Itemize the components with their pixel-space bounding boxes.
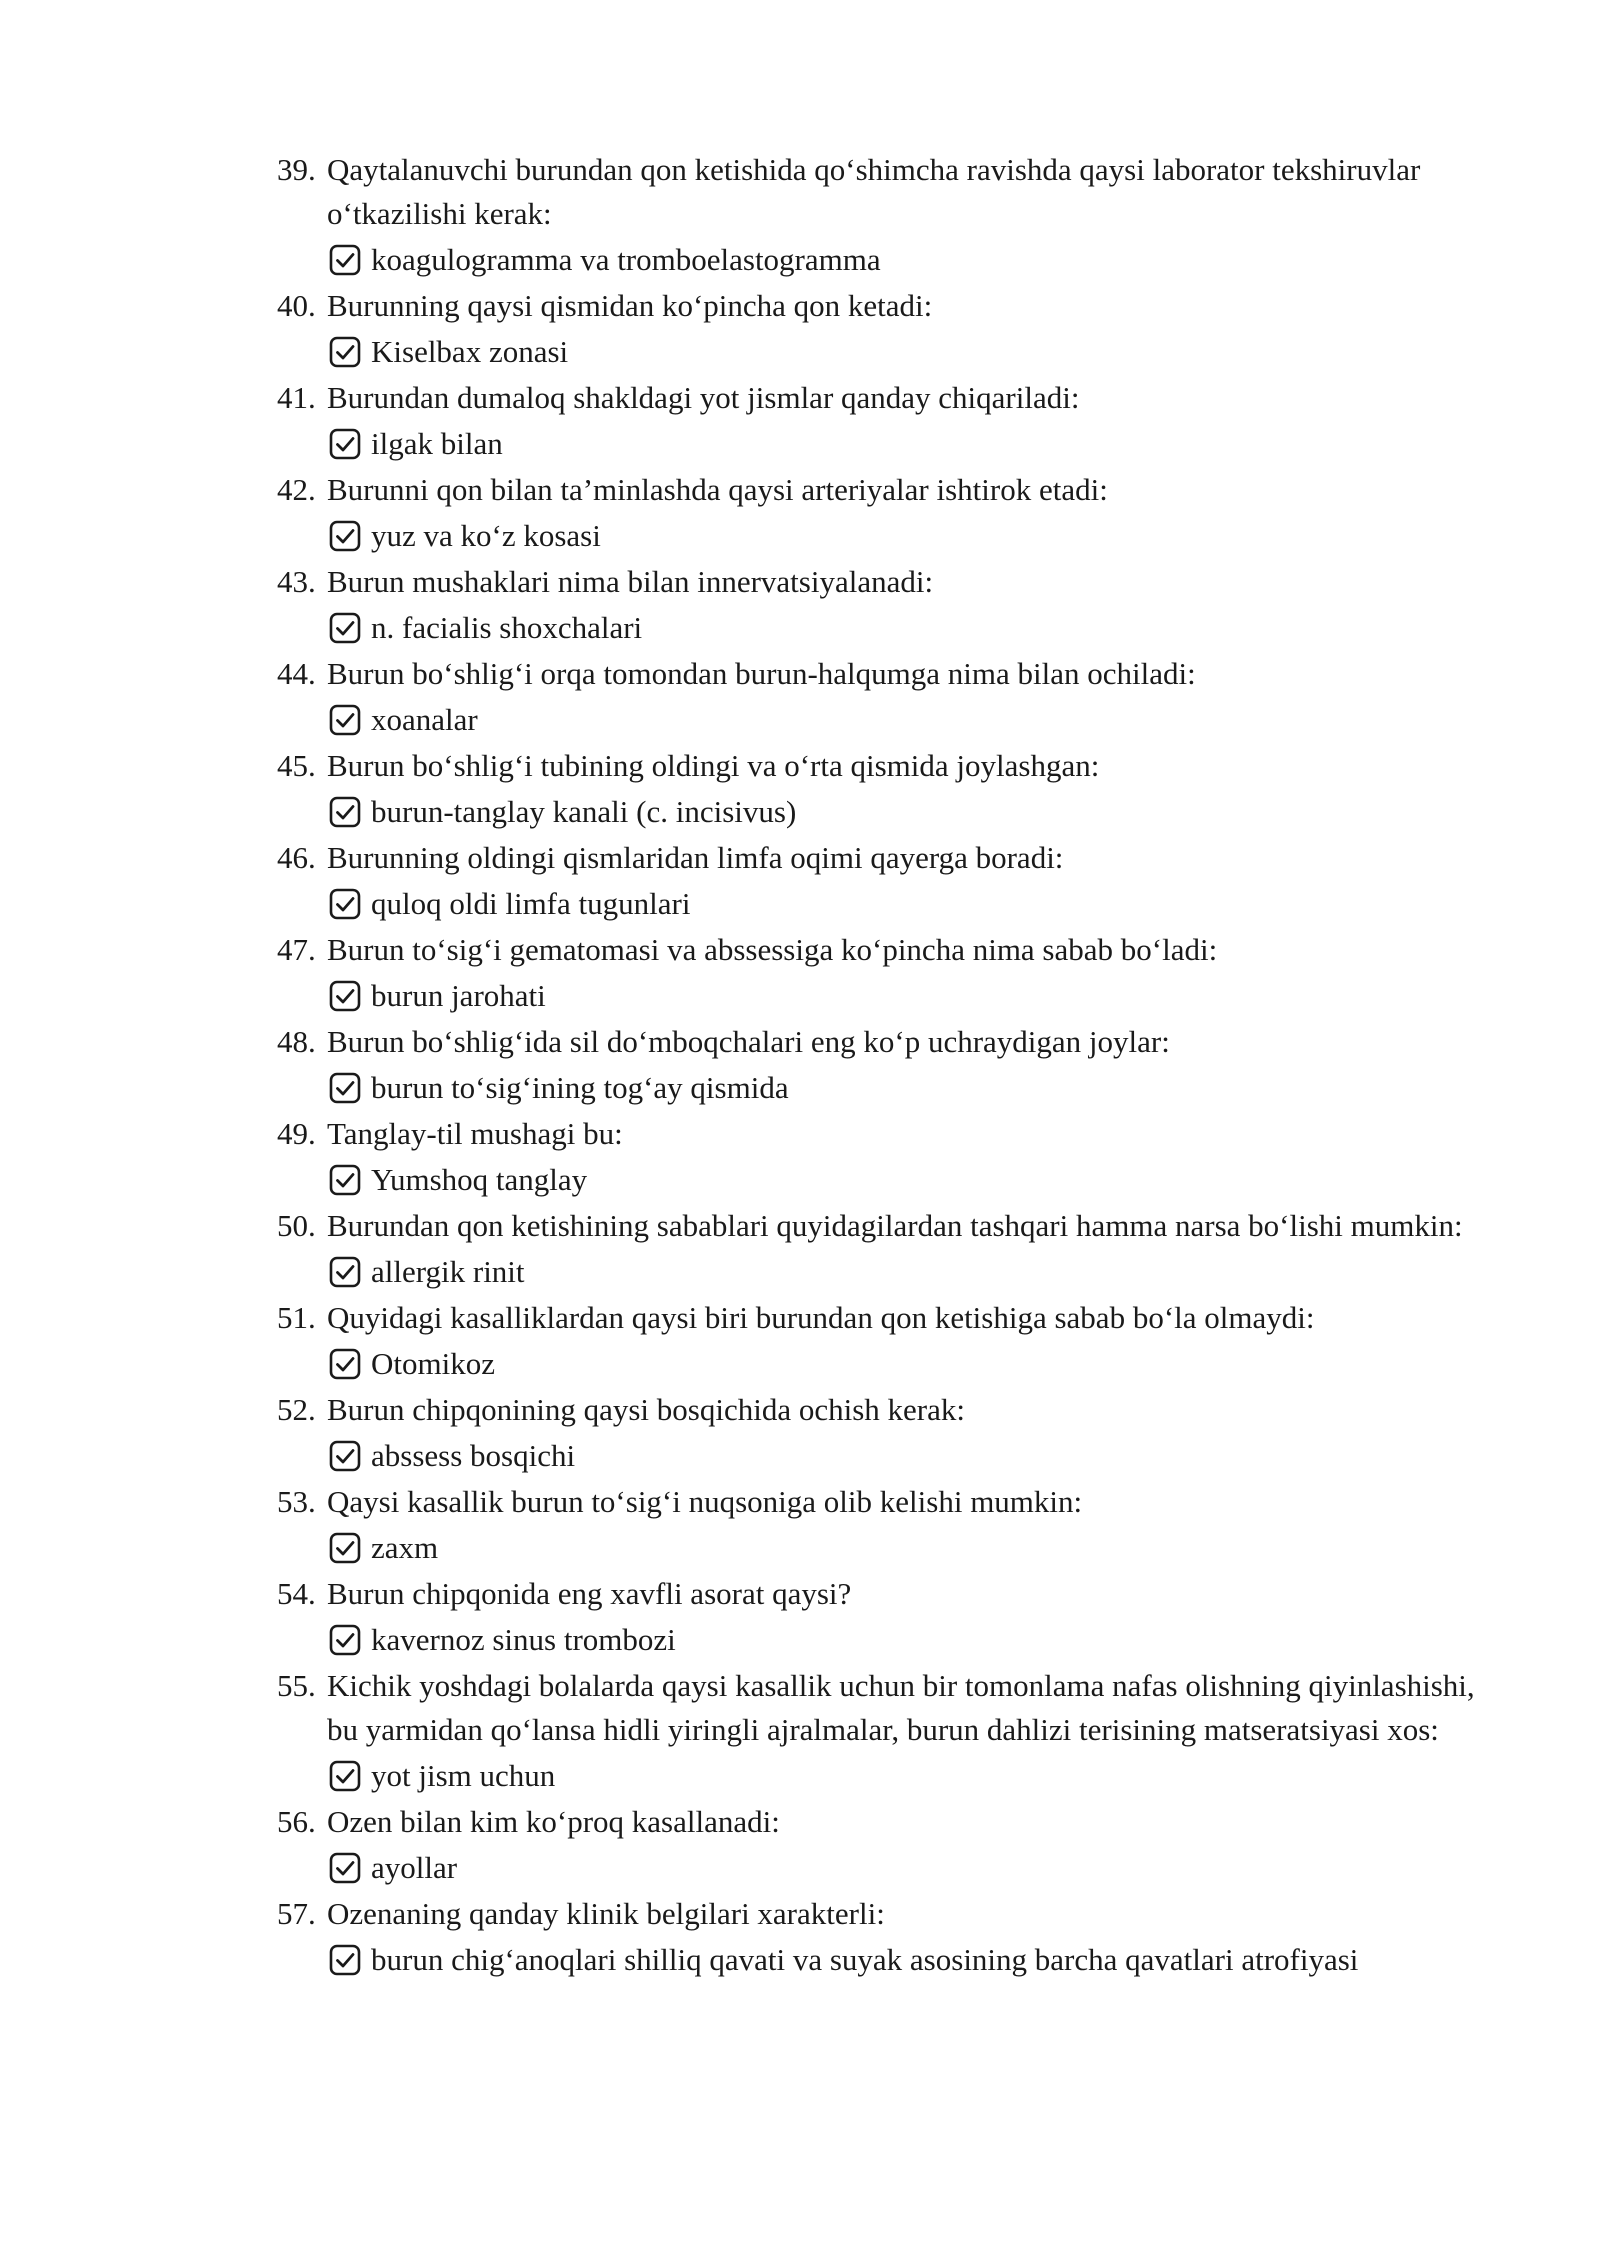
question-number: 44. bbox=[277, 656, 316, 691]
answer bbox=[329, 1432, 1497, 1480]
question-list bbox=[277, 148, 1497, 1984]
answer-text: kavernoz sinus trombozi bbox=[371, 1622, 676, 1657]
question-item bbox=[277, 148, 1497, 284]
question-number: 48. bbox=[277, 1024, 316, 1059]
answer-text: burun-tanglay kanali (c. incisivus) bbox=[371, 794, 797, 829]
answer bbox=[329, 604, 1497, 652]
question-number: 54. bbox=[277, 1576, 316, 1611]
checked-box-icon bbox=[329, 704, 361, 736]
question bbox=[277, 376, 1497, 420]
question-item bbox=[277, 836, 1497, 928]
question-item bbox=[277, 1388, 1497, 1480]
question bbox=[277, 468, 1497, 512]
answer bbox=[329, 512, 1497, 560]
question-text: Burun chipqonining qaysi bosqichida ochish kerak: bbox=[327, 1392, 965, 1427]
question bbox=[277, 744, 1497, 788]
checked-box-icon bbox=[329, 612, 361, 644]
question-text: Qaysi kasallik burun to‘sig‘i nuqsoniga olib kelishi mumkin: bbox=[327, 1484, 1083, 1519]
checked-box-icon bbox=[329, 428, 361, 460]
answer-text: ayollar bbox=[371, 1850, 458, 1885]
checked-box-icon bbox=[329, 1852, 361, 1884]
question-number: 50. bbox=[277, 1208, 316, 1243]
question-item bbox=[277, 1112, 1497, 1204]
answer-text: burun to‘sig‘ining tog‘ay qismida bbox=[371, 1070, 789, 1105]
question-text: Burun to‘sig‘i gematomasi va abssessiga ko‘pincha nima sabab bo‘ladi: bbox=[327, 932, 1218, 967]
question-number: 42. bbox=[277, 472, 316, 507]
checked-box-icon bbox=[329, 1624, 361, 1656]
question-item bbox=[277, 284, 1497, 376]
question bbox=[277, 1892, 1497, 1936]
checked-box-icon bbox=[329, 244, 361, 276]
question-number: 41. bbox=[277, 380, 316, 415]
answer bbox=[329, 1156, 1497, 1204]
answer bbox=[329, 1752, 1497, 1800]
answer-text: quloq oldi limfa tugunlari bbox=[371, 886, 691, 921]
answer bbox=[329, 880, 1497, 928]
question bbox=[277, 284, 1497, 328]
answer bbox=[329, 1844, 1497, 1892]
question-item bbox=[277, 1296, 1497, 1388]
question-text: Burundan dumaloq shakldagi yot jismlar qanday chiqariladi: bbox=[327, 380, 1080, 415]
checked-box-icon bbox=[329, 1348, 361, 1380]
checked-box-icon bbox=[329, 520, 361, 552]
answer bbox=[329, 1340, 1497, 1388]
answer-text: allergik rinit bbox=[371, 1254, 525, 1289]
question-number: 55. bbox=[277, 1668, 316, 1703]
answer bbox=[329, 972, 1497, 1020]
answer-text: n. facialis shoxchalari bbox=[371, 610, 643, 645]
answer-text: burun chig‘anoqlari shilliq qavati va suyak asosining barcha qavatlari atrofiyasi bbox=[371, 1942, 1359, 1977]
answer-text: abssess bosqichi bbox=[371, 1438, 576, 1473]
question-number: 43. bbox=[277, 564, 316, 599]
question-number: 57. bbox=[277, 1896, 316, 1931]
question-item bbox=[277, 468, 1497, 560]
question-item bbox=[277, 652, 1497, 744]
question-text: Burunni qon bilan ta’minlashda qaysi arteriyalar ishtirok etadi: bbox=[327, 472, 1108, 507]
checked-box-icon bbox=[329, 1760, 361, 1792]
checked-box-icon bbox=[329, 980, 361, 1012]
question-text: Burunning oldingi qismlaridan limfa oqimi qayerga boradi: bbox=[327, 840, 1064, 875]
answer-text: yot jism uchun bbox=[371, 1758, 556, 1793]
question bbox=[277, 928, 1497, 972]
question bbox=[277, 1388, 1497, 1432]
question bbox=[277, 1800, 1497, 1844]
question-text: Tanglay-til mushagi bu: bbox=[327, 1116, 623, 1151]
question-text: Burun bo‘shlig‘ida sil do‘mboqchalari eng ko‘p uchraydigan joylar: bbox=[327, 1024, 1170, 1059]
answer-text: zaxm bbox=[371, 1530, 439, 1565]
question-number: 51. bbox=[277, 1300, 316, 1335]
question bbox=[277, 1664, 1497, 1752]
answer bbox=[329, 1064, 1497, 1112]
question-text: Quyidagi kasalliklardan qaysi biri burundan qon ketishiga sabab bo‘la olmaydi: bbox=[327, 1300, 1315, 1335]
question-text: Burun bo‘shlig‘i tubining oldingi va o‘rta qismida joylashgan: bbox=[327, 748, 1100, 783]
question-text: Burunning qaysi qismidan ko‘pincha qon ketadi: bbox=[327, 288, 933, 323]
question-item bbox=[277, 1664, 1497, 1800]
checked-box-icon bbox=[329, 1944, 361, 1976]
checked-box-icon bbox=[329, 888, 361, 920]
question-number: 56. bbox=[277, 1804, 316, 1839]
answer bbox=[329, 1936, 1497, 1984]
question-number: 53. bbox=[277, 1484, 316, 1519]
question bbox=[277, 560, 1497, 604]
answer bbox=[329, 1616, 1497, 1664]
answer bbox=[329, 788, 1497, 836]
question-text: Burun mushaklari nima bilan innervatsiyalanadi: bbox=[327, 564, 934, 599]
question bbox=[277, 1572, 1497, 1616]
answer bbox=[329, 1524, 1497, 1572]
answer bbox=[329, 1248, 1497, 1296]
question-number: 45. bbox=[277, 748, 316, 783]
question-text: Qaytalanuvchi burundan qon ketishida qo‘shimcha ravishda qaysi laborator tekshiruvlar o‘tkazilishi kerak: bbox=[327, 152, 1421, 231]
question-item bbox=[277, 376, 1497, 468]
answer bbox=[329, 328, 1497, 376]
question bbox=[277, 1020, 1497, 1064]
answer-text: Yumshoq tanglay bbox=[371, 1162, 588, 1197]
question bbox=[277, 1480, 1497, 1524]
question-item bbox=[277, 1020, 1497, 1112]
question-number: 47. bbox=[277, 932, 316, 967]
question bbox=[277, 1204, 1497, 1248]
question-number: 46. bbox=[277, 840, 316, 875]
checked-box-icon bbox=[329, 1164, 361, 1196]
question-text: Burun chipqonida eng xavfli asorat qaysi? bbox=[327, 1576, 852, 1611]
question-item bbox=[277, 1800, 1497, 1892]
question-item bbox=[277, 1480, 1497, 1572]
question-item bbox=[277, 1572, 1497, 1664]
question-item bbox=[277, 744, 1497, 836]
question-number: 39. bbox=[277, 152, 316, 187]
checked-box-icon bbox=[329, 336, 361, 368]
question-item bbox=[277, 928, 1497, 1020]
answer-text: xoanalar bbox=[371, 702, 478, 737]
answer-text: koagulogramma va tromboelastogramma bbox=[371, 242, 881, 277]
checked-box-icon bbox=[329, 1256, 361, 1288]
question-item bbox=[277, 560, 1497, 652]
question bbox=[277, 836, 1497, 880]
answer bbox=[329, 696, 1497, 744]
question-text: Ozenaning qanday klinik belgilari xarakterli: bbox=[327, 1896, 885, 1931]
question-text: Burundan qon ketishining sabablari quyidagilardan tashqari hamma narsa bo‘lishi mumkin: bbox=[327, 1208, 1463, 1243]
question-number: 49. bbox=[277, 1116, 316, 1151]
answer-text: Otomikoz bbox=[371, 1346, 495, 1381]
answer-text: burun jarohati bbox=[371, 978, 546, 1013]
question bbox=[277, 1112, 1497, 1156]
question bbox=[277, 652, 1497, 696]
question bbox=[277, 148, 1497, 236]
question-text: Burun bo‘shlig‘i orqa tomondan burun-halqumga nima bilan ochiladi: bbox=[327, 656, 1196, 691]
question-number: 40. bbox=[277, 288, 316, 323]
answer-text: ilgak bilan bbox=[371, 426, 503, 461]
question-text: Kichik yoshdagi bolalarda qaysi kasallik uchun bir tomonlama nafas olishning qiyinlashishi, bu yarmidan qo‘lansa hidli yiringli ajralmalar, burun dahlizi terisining matseratsiyasi xos: bbox=[327, 1668, 1475, 1747]
question-text: Ozen bilan kim ko‘proq kasallanadi: bbox=[327, 1804, 780, 1839]
question-item bbox=[277, 1204, 1497, 1296]
checked-box-icon bbox=[329, 1440, 361, 1472]
checked-box-icon bbox=[329, 1072, 361, 1104]
answer bbox=[329, 420, 1497, 468]
answer bbox=[329, 236, 1497, 284]
answer-text: yuz va ko‘z kosasi bbox=[371, 518, 601, 553]
checked-box-icon bbox=[329, 1532, 361, 1564]
checked-box-icon bbox=[329, 796, 361, 828]
question-item bbox=[277, 1892, 1497, 1984]
question-number: 52. bbox=[277, 1392, 316, 1427]
question bbox=[277, 1296, 1497, 1340]
answer-text: Kiselbax zonasi bbox=[371, 334, 569, 369]
